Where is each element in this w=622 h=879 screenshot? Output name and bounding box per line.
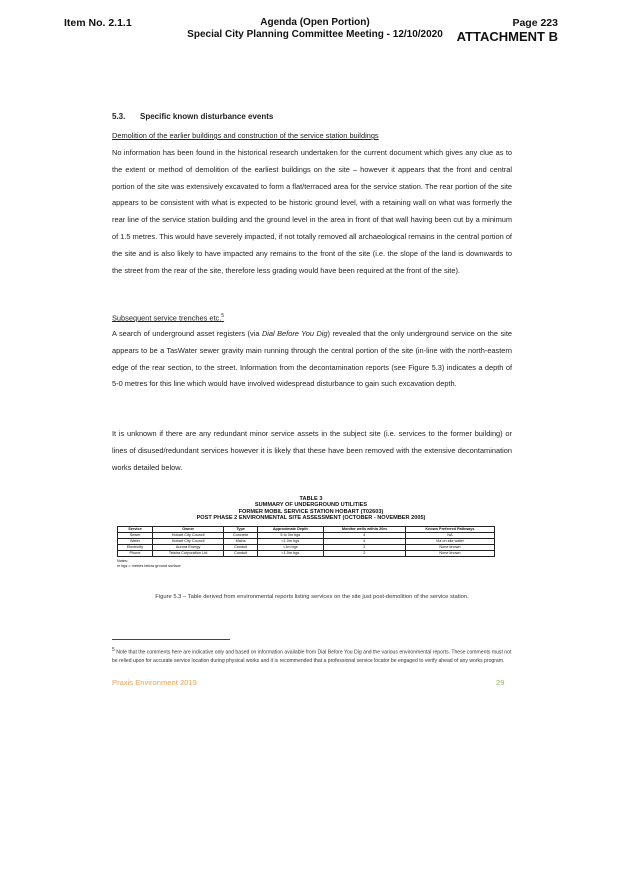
- table-title-block: [112, 496, 510, 522]
- table-cell: Conduit: [224, 544, 258, 550]
- table-cell: None known: [405, 544, 494, 550]
- trenches-paragraph-1: [112, 326, 512, 393]
- table-subtitle-2: POST PHASE 2 ENVIRONMENTAL SITE ASSESSMENT (OCTOBER - NOVEMBER 2005): [196, 515, 426, 522]
- table-cell: Sewer: [118, 532, 153, 538]
- table-cell: Phone: [118, 550, 153, 556]
- col-service: Service: [118, 526, 153, 532]
- table-cell: 4: [323, 538, 405, 544]
- demolition-paragraph: No information has been found in the historical research undertaken for the current document which gives any clue as to the extent or method of demolition of the earliest buildings on the site – however it appears that the front and central portion of the site was extensively excavated to form a flat/terraced area for the service station. The rear portion of the site appears to be consistent with what is expected to be historic ground level, with a retaining wall on what was formerly the rear line of the service station building and the ground level in the area in front of that wall having been cut by a minimum of 1.5 metres. This would have severely impacted, if not totally removed all archaeological remains in the central portion of the site and is also likely to have impacted any remains to the front of the site (i.e. the slope of the land is downwards to the street from the rear of the site, therefore less grading would have been required at the front of the site).: [112, 148, 512, 275]
- table-cell: Hobart City Council: [152, 538, 223, 544]
- footnote-text: Note that the comments here are indicative only and based on information available from Dial Before You Dig and the various environmental reports. These comments must not be relied upon for accurate service location during physical works and it is recommended that a professional service locator be engaged to verify ahead of any works program.: [112, 649, 512, 664]
- table-cell: Aurora Energy: [152, 544, 223, 550]
- section-title: Specific known disturbance events: [140, 112, 274, 121]
- table-cell: Mains: [224, 538, 258, 544]
- table-row: [118, 550, 495, 556]
- table-cell: 4: [323, 532, 405, 538]
- dial-before-you-dig: Dial Before You Dig: [261, 329, 328, 338]
- table-title: SUMMARY OF UNDERGROUND UTILITIES: [254, 502, 368, 509]
- section-number: 5.3.: [112, 112, 126, 121]
- section-heading: [112, 112, 273, 121]
- footnote-divider: [112, 639, 230, 640]
- notes-text: m bgs = metres below ground surface: [117, 563, 181, 568]
- table-cell: Hobart City Council: [152, 532, 223, 538]
- figure-caption: Figure 5.3 – Table derived from environmental reports listing services on the site just post-demolition of the service station.: [155, 594, 469, 600]
- table-cell: Electricity: [118, 544, 153, 550]
- table-cell: Water: [118, 538, 153, 544]
- col-monitor-wells: Monitor wells within 20m: [323, 526, 405, 532]
- notes-label: Notes:: [117, 558, 128, 563]
- page-number-header: Page 223: [512, 17, 558, 29]
- table-notes: [117, 559, 510, 569]
- table-cell: None known: [405, 550, 494, 556]
- demolition-heading: Demolition of the earlier buildings and construction of the service station buildings: [112, 131, 379, 140]
- table-cell: <1.0m bgs: [257, 550, 323, 556]
- col-pathways: Known Preferred Pathways: [405, 526, 494, 532]
- document-header: [170, 17, 460, 41]
- table-cell: <1.0m bgs: [257, 538, 323, 544]
- table-subtitle-1: FORMER MOBIL SERVICE STATION HOBART (T02603): [238, 508, 384, 515]
- footnote: [112, 647, 512, 666]
- agenda-title: Agenda (Open Portion): [260, 17, 370, 28]
- attachment-label: ATTACHMENT B: [456, 29, 558, 44]
- trenches-heading-text: Subsequent service trenches etc.: [112, 313, 222, 323]
- utilities-table-figure: [112, 496, 510, 569]
- table-cell: 5 to 0m bgs: [257, 532, 323, 538]
- table-cell: Concrete: [224, 532, 258, 538]
- table-cell: Conduit: [224, 550, 258, 556]
- col-owner: Owner: [152, 526, 223, 532]
- col-depth: Approximate Depth: [257, 526, 323, 532]
- table-cell: 2: [323, 550, 405, 556]
- table-cell: 2: [323, 544, 405, 550]
- footer-page-number: 29: [496, 678, 505, 687]
- page-info: [457, 17, 558, 44]
- trenches-paragraph-2: It is unknown if there are any redundant minor service assets in the subject site (i.e. services to the former building) or lines of disused/redundant services however it is likely that these have been removed with the extensive decontamination works detailed below.: [112, 429, 512, 472]
- footnote-marker: 5: [112, 647, 115, 653]
- trenches-heading: [112, 313, 224, 322]
- table-label: TABLE 3: [299, 496, 323, 502]
- table-cell: NA: [405, 532, 494, 538]
- p1-after: ) revealed that the only underground service on the site appears to be a TasWater sewer gravity main running through the central portion of the site (in-line with the north-eastern edge of the rear section, to the street. Information from the decontamination reports (see Figure 5.3) indicates a depth of 5-0 metres for this line which would have involved widespread disturbance to gain such excavation depth.: [112, 329, 512, 389]
- col-type: Type: [224, 526, 258, 532]
- meeting-subtitle: Special City Planning Committee Meeting - 12/10/2020: [187, 29, 443, 40]
- utilities-table: [117, 526, 495, 557]
- table-cell: <1m bgs: [257, 544, 323, 550]
- footnote-ref: 5: [221, 313, 225, 319]
- table-cell: Telstra Corporation Ltd: [152, 550, 223, 556]
- table-cell: Via on site water: [405, 538, 494, 544]
- item-number: Item No. 2.1.1: [64, 17, 132, 29]
- footer-brand: Praxis Environment 2019: [112, 678, 197, 687]
- p1-before: A search of underground asset registers (via: [112, 329, 262, 338]
